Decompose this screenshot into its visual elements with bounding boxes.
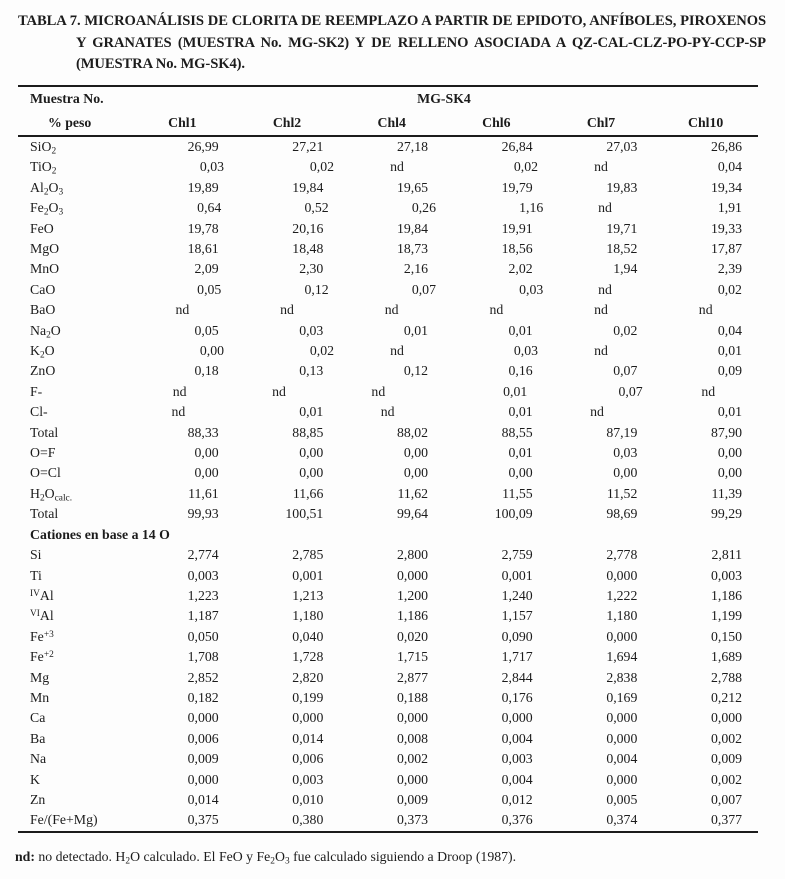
value-cell: 0,01 [508, 445, 533, 461]
column-header: Chl6 [482, 114, 511, 130]
value-cell: 0,014 [187, 791, 219, 807]
table-row [18, 137, 758, 157]
table-row [18, 463, 758, 483]
value-cell: 0,12 [403, 363, 429, 379]
row-label: $^{IV}$Al [30, 587, 54, 603]
value-cell: 0,01 [299, 404, 324, 420]
sample-number-label: Muestra No. [30, 90, 104, 106]
value-cell: 0,010 [292, 791, 324, 807]
value-cell: 17,87 [710, 241, 743, 257]
value-cell: 0,000 [187, 710, 219, 726]
row-label: MnO [30, 261, 60, 277]
row-label: Cl- [30, 404, 48, 420]
value-cell: 0,02 [717, 281, 742, 297]
table-row [18, 178, 758, 198]
value-cell: 11,39 [711, 485, 743, 501]
value-cell: 2,785 [292, 547, 324, 563]
value-cell: nd [175, 302, 190, 318]
value-cell: 0,004 [501, 771, 533, 787]
value-cell: 11,55 [502, 485, 533, 501]
table-row [18, 218, 758, 238]
value-cell: 1,694 [606, 649, 638, 665]
cation-rows-section [18, 545, 758, 831]
value-cell: 1,157 [501, 608, 533, 624]
value-cell: 2,39 [717, 261, 743, 277]
value-cell: 1,715 [396, 649, 429, 665]
value-cell: 0,000 [501, 710, 533, 726]
value-cell: 99,93 [187, 506, 219, 522]
value-cell: 2,820 [292, 669, 324, 685]
table-row [18, 341, 758, 361]
value-cell: 0,02 [513, 159, 538, 175]
value-cell: 2,852 [187, 669, 219, 685]
row-label: K [30, 771, 40, 787]
row-label: $Fe^{+3}$ [30, 628, 54, 644]
row-label: Zn [30, 791, 46, 807]
table-row [18, 708, 758, 728]
row-label: Fe/(Fe+Mg) [30, 812, 98, 828]
value-cell: 0,005 [606, 791, 638, 807]
value-cell: 100,09 [494, 506, 533, 522]
value-cell: 18,61 [187, 241, 219, 257]
table-row [18, 280, 758, 300]
value-cell: 0,04 [717, 159, 742, 175]
value-cell: nd [594, 302, 608, 318]
value-cell: 0,182 [187, 689, 219, 705]
footnote [15, 849, 785, 865]
column-header: Chl10 [688, 114, 724, 130]
value-cell: 0,004 [606, 751, 638, 767]
column-header: Chl4 [377, 114, 406, 130]
table-row [18, 688, 758, 708]
value-cell: 0,000 [606, 710, 638, 726]
value-cell: 11,62 [397, 485, 429, 501]
value-cell: 2,30 [299, 261, 324, 277]
cations-section-header-row [18, 525, 758, 545]
value-cell: 0,03 [199, 159, 224, 175]
value-cell: 2,800 [396, 547, 429, 563]
value-cell: 0,07 [613, 363, 638, 379]
oxide-rows-section [18, 137, 758, 525]
table-title-line-3: (MUESTRA No. MG-SK4). [76, 56, 245, 73]
value-cell: nd [272, 383, 286, 399]
value-cell: 0,009 [710, 751, 743, 767]
value-cell: 0,00 [194, 465, 219, 481]
value-cell: 2,788 [710, 669, 743, 685]
column-header: Chl2 [272, 114, 302, 130]
value-cell: 0,02 [309, 159, 334, 175]
value-cell: nd [371, 383, 386, 399]
value-cell: 2,09 [194, 261, 219, 277]
table-row [18, 382, 758, 402]
value-cell: 19,78 [187, 220, 219, 236]
value-cell: 19,65 [396, 179, 429, 195]
row-label: $Fe_2O_3$ [30, 200, 64, 218]
value-cell: 19,84 [396, 220, 429, 236]
value-cell: 26,99 [187, 138, 219, 154]
value-cell: nd [390, 159, 404, 175]
row-label: Total [30, 506, 59, 522]
value-cell: 0,18 [194, 363, 219, 379]
value-cell: nd [390, 343, 404, 359]
value-cell: 1,180 [292, 608, 324, 624]
value-cell: 0,00 [403, 465, 429, 481]
row-label: $^{VI}$Al [30, 608, 54, 624]
value-cell: 0,002 [396, 751, 429, 767]
value-cell: 0,01 [717, 404, 743, 420]
value-cell: 1,689 [710, 649, 743, 665]
row-label: Si [30, 547, 42, 563]
value-cell: 1,240 [501, 587, 533, 603]
row-label: ZnO [30, 363, 56, 379]
value-cell: 18,56 [501, 241, 533, 257]
value-cell: 0,375 [187, 812, 219, 828]
value-cell: 0,03 [513, 343, 538, 359]
value-cell: 19,83 [606, 179, 638, 195]
table-row [18, 300, 758, 320]
value-cell: 0,050 [187, 628, 219, 644]
value-cell: 18,48 [292, 241, 324, 257]
value-cell: 27,21 [292, 138, 324, 154]
value-cell: 0,012 [501, 791, 533, 807]
value-cell: 0,377 [710, 812, 743, 828]
row-label: Na [30, 751, 47, 767]
value-cell: 1,91 [717, 200, 742, 216]
value-cell: 1,717 [501, 649, 533, 665]
value-cell: 0,009 [187, 751, 219, 767]
value-cell: 26,84 [501, 138, 533, 154]
value-cell: 0,212 [710, 689, 743, 705]
table-row [18, 259, 758, 279]
value-cell: 0,001 [501, 567, 533, 583]
column-header: Chl1 [168, 114, 197, 130]
value-cell: 0,12 [304, 281, 329, 297]
value-cell: 0,373 [396, 812, 429, 828]
row-label: Ba [30, 730, 46, 746]
value-cell: 0,04 [717, 322, 743, 338]
row-label: F- [30, 383, 43, 399]
value-cell: 88,85 [292, 424, 324, 440]
value-cell: 19,89 [187, 179, 219, 195]
value-cell: 0,169 [606, 689, 638, 705]
value-cell: 0,000 [606, 730, 638, 746]
value-cell: 1,186 [710, 587, 743, 603]
column-header-row [18, 111, 758, 135]
value-cell: 0,150 [710, 628, 743, 644]
value-cell: 19,91 [501, 220, 533, 236]
value-cell: 0,006 [292, 751, 324, 767]
value-cell: 0,090 [501, 628, 533, 644]
value-cell: 0,006 [187, 730, 219, 746]
value-cell: 0,03 [299, 322, 324, 338]
value-cell: 1,186 [396, 608, 429, 624]
value-cell: 2,02 [508, 261, 533, 277]
value-cell: 1,213 [292, 587, 324, 603]
table-row [18, 729, 758, 749]
value-cell: nd [594, 343, 608, 359]
value-cell: 0,01 [503, 383, 528, 399]
value-cell: 1,222 [606, 587, 638, 603]
value-cell: 88,02 [396, 424, 429, 440]
value-cell: 98,69 [606, 506, 638, 522]
table-row [18, 647, 758, 667]
footnote-text: no detectado. $H_2O$ calculado. El FeO y $Fe_2O_3$ fue calculado siguiendo a Droop (1987). [34, 848, 517, 866]
value-cell: nd [171, 404, 186, 420]
value-cell: 19,34 [710, 179, 743, 195]
value-cell: 0,003 [187, 567, 219, 583]
value-cell: 2,16 [403, 261, 429, 277]
row-label: TiO$_2$ [30, 159, 57, 177]
value-cell: 0,00 [403, 445, 429, 461]
value-cell: nd [384, 302, 399, 318]
value-cell: nd [172, 383, 187, 399]
value-cell: 88,55 [501, 424, 533, 440]
value-cell: 0,376 [501, 812, 533, 828]
value-cell: 0,05 [197, 281, 222, 297]
value-cell: 0,007 [710, 791, 743, 807]
value-cell: nd [698, 302, 713, 318]
value-cell: 0,00 [508, 465, 533, 481]
value-cell: 1,180 [606, 608, 638, 624]
value-cell: 11,66 [292, 485, 324, 501]
value-cell: 20,16 [292, 220, 324, 236]
sample-header-row [18, 87, 758, 111]
value-cell: 18,73 [396, 241, 429, 257]
value-cell: 19,84 [292, 179, 324, 195]
value-cell: 0,003 [710, 567, 743, 583]
table-title-line-1: TABLA 7. MICROANÁLISIS DE CLORITA DE REEMPLAZO A PARTIR DE EPIDOTO, ANFÍBOLES, PIROXENOS [18, 13, 766, 29]
row-label: FeO [30, 220, 54, 236]
table-title-line-2: Y GRANATES (MUESTRA No. MG-SK2) Y DE RELLENO ASOCIADA A QZ-CAL-CLZ-PO-PY-CCP-SP [76, 34, 766, 51]
value-cell: 0,000 [292, 710, 324, 726]
table-row [18, 484, 758, 504]
value-cell: 19,79 [501, 179, 533, 195]
value-cell: 2,778 [606, 547, 638, 563]
value-cell: 0,00 [299, 465, 324, 481]
value-cell: nd [280, 302, 294, 318]
value-cell: 0,004 [501, 730, 533, 746]
value-cell: 0,002 [710, 771, 743, 787]
value-cell: 2,759 [501, 547, 533, 563]
table-row [18, 627, 758, 647]
value-cell: 19,33 [710, 220, 743, 236]
value-cell: 0,03 [613, 445, 638, 461]
table-row [18, 198, 758, 218]
row-label: O=F [30, 445, 56, 461]
value-cell: 0,00 [613, 465, 638, 481]
value-cell: 0,176 [501, 689, 533, 705]
value-cell: 0,000 [187, 771, 219, 787]
value-cell: 1,200 [396, 587, 429, 603]
cations-section-label: Cationes en base a 14 O [30, 526, 170, 542]
value-cell: 0,199 [292, 689, 324, 705]
table-row [18, 667, 758, 687]
table-title [18, 11, 766, 76]
value-cell: 0,02 [613, 322, 638, 338]
column-header: Chl7 [586, 114, 616, 130]
value-cell: 19,71 [606, 220, 638, 236]
value-cell: 1,728 [292, 649, 324, 665]
value-cell: nd [598, 200, 612, 216]
row-label: Mg [30, 669, 50, 685]
value-cell: nd [598, 281, 612, 297]
table-row [18, 157, 758, 177]
value-cell: 2,877 [396, 669, 429, 685]
table-row [18, 422, 758, 442]
value-cell: 87,19 [606, 424, 638, 440]
value-cell: 0,000 [606, 771, 638, 787]
table-row [18, 320, 758, 340]
table-row [18, 402, 758, 422]
value-cell: 27,18 [396, 138, 429, 154]
table-row [18, 565, 758, 585]
value-cell: 1,94 [613, 261, 638, 277]
value-cell: 0,000 [606, 567, 638, 583]
row-label: $Al_2O_3$ [30, 179, 64, 198]
value-cell: 2,811 [711, 547, 743, 563]
table-row [18, 790, 758, 810]
percent-weight-label: % peso [48, 114, 92, 130]
footnote-nd-label: nd: [15, 848, 35, 864]
table-row [18, 239, 758, 259]
value-cell: 0,000 [606, 628, 638, 644]
value-cell: 0,002 [710, 730, 743, 746]
value-cell: 27,03 [606, 138, 638, 154]
row-label: $K_2O$ [30, 343, 55, 361]
value-cell: 0,01 [508, 404, 533, 420]
value-cell: 88,33 [187, 424, 219, 440]
row-label: MgO [30, 241, 60, 257]
value-cell: 0,003 [501, 751, 533, 767]
value-cell: nd [590, 404, 604, 420]
value-cell: 99,64 [396, 506, 429, 522]
value-cell: 0,003 [292, 771, 324, 787]
value-cell: 0,380 [292, 812, 324, 828]
value-cell: 0,05 [194, 322, 219, 338]
value-cell: 2,774 [187, 547, 219, 563]
value-cell: 0,000 [396, 771, 429, 787]
value-cell: 0,64 [197, 200, 222, 216]
value-cell: 1,199 [710, 608, 743, 624]
value-cell: 0,374 [606, 812, 638, 828]
row-label: CaO [30, 281, 56, 297]
table-row [18, 810, 758, 830]
value-cell: 0,00 [717, 465, 743, 481]
table-row [18, 504, 758, 524]
table-row [18, 769, 758, 789]
value-cell: 0,014 [292, 730, 324, 746]
value-cell: nd [594, 159, 608, 175]
row-label: BaO [30, 302, 56, 318]
value-cell: 100,51 [285, 506, 324, 522]
value-cell: 2,844 [501, 669, 533, 685]
value-cell: 0,07 [411, 281, 436, 297]
value-cell: 0,02 [309, 343, 334, 359]
row-label: Mn [30, 689, 50, 705]
value-cell: 0,188 [396, 689, 429, 705]
value-cell: 87,90 [710, 424, 743, 440]
value-cell: 0,009 [396, 791, 429, 807]
sample-group-label: MG-SK4 [417, 90, 471, 106]
value-cell: 0,09 [717, 363, 743, 379]
value-cell: 0,020 [396, 628, 429, 644]
value-cell: 0,52 [304, 200, 329, 216]
value-cell: 0,000 [396, 567, 429, 583]
value-cell: 1,708 [187, 649, 219, 665]
value-cell: 0,26 [411, 200, 436, 216]
value-cell: nd [701, 383, 716, 399]
value-cell: 0,00 [717, 445, 743, 461]
value-cell: 18,52 [606, 241, 638, 257]
value-cell: 0,00 [194, 445, 219, 461]
value-cell: 0,01 [717, 343, 742, 359]
row-label: $H_2O_{calc.}$ [30, 485, 73, 504]
table-row [18, 586, 758, 606]
value-cell: 0,001 [292, 567, 324, 583]
table-row [18, 606, 758, 626]
value-cell: nd [380, 404, 395, 420]
value-cell: 2,838 [606, 669, 638, 685]
value-cell: 1,187 [187, 608, 219, 624]
row-label: $Fe^{+2}$ [30, 649, 54, 665]
value-cell: 0,16 [508, 363, 533, 379]
value-cell: 0,00 [299, 445, 324, 461]
value-cell: 0,040 [292, 628, 324, 644]
table-row [18, 749, 758, 769]
table-row [18, 545, 758, 565]
row-label: SiO$_2$ [30, 138, 57, 157]
value-cell: 1,223 [187, 587, 219, 603]
row-label: $Na_2O$ [30, 322, 61, 340]
row-label: Total [30, 424, 59, 440]
value-cell: 0,000 [710, 710, 743, 726]
microanalysis-table [18, 85, 758, 833]
row-label: Ca [30, 710, 46, 726]
table-row [18, 361, 758, 381]
table-header [18, 87, 758, 137]
value-cell: 0,000 [396, 710, 429, 726]
value-cell: 11,52 [606, 485, 638, 501]
value-cell: 0,07 [618, 383, 643, 399]
value-cell: 0,01 [508, 322, 533, 338]
value-cell: 0,00 [199, 343, 224, 359]
row-label: O=Cl [30, 465, 61, 481]
value-cell: 0,01 [403, 322, 429, 338]
table-row [18, 443, 758, 463]
value-cell: 0,03 [519, 281, 544, 297]
value-cell: 0,008 [396, 730, 429, 746]
value-cell: 0,13 [299, 363, 324, 379]
value-cell: nd [489, 302, 504, 318]
value-cell: 1,16 [519, 200, 544, 216]
value-cell: 99,29 [710, 506, 743, 522]
value-cell: 11,61 [188, 485, 219, 501]
row-label: Ti [30, 567, 42, 583]
value-cell: 26,86 [710, 138, 743, 154]
